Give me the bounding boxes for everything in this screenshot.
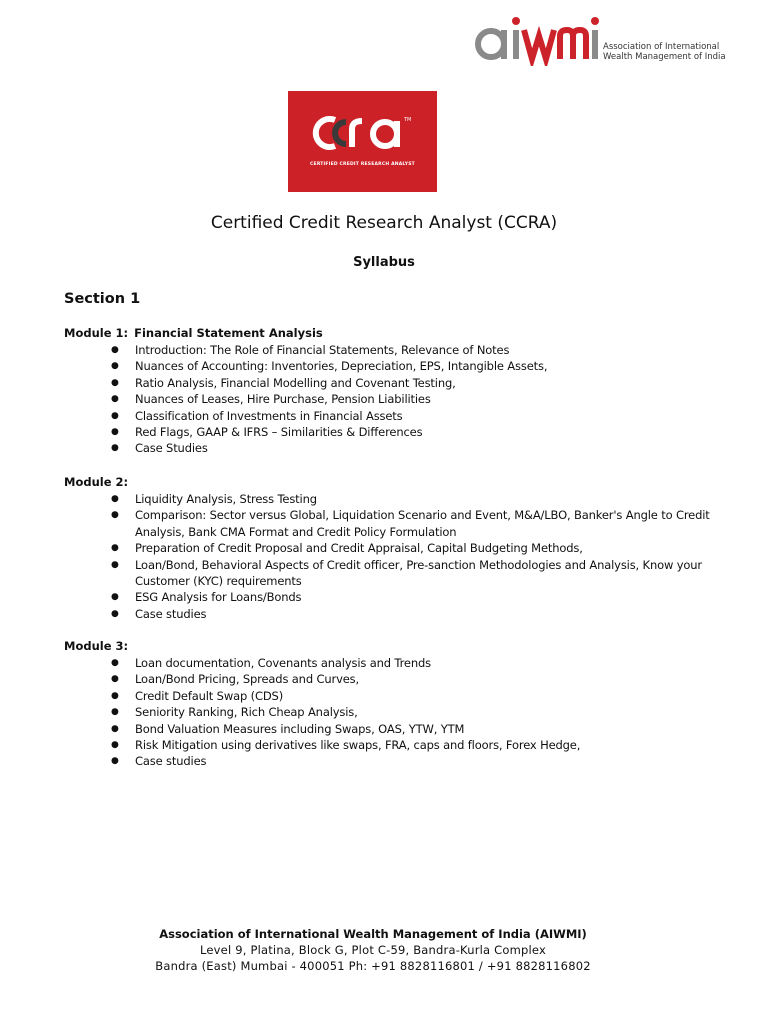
module-heading xyxy=(64,325,724,342)
footer-organization: Association of International Wealth Management of India (AIWMI) xyxy=(159,927,587,941)
bullet-icon: ● xyxy=(111,345,119,355)
list-item: ● Nuances of Leases, Hire Purchase, Pension Liabilities xyxy=(111,392,431,407)
list-item: ● Risk Mitigation using derivatives like swaps, FRA, caps and floors, Forex Hedge, xyxy=(111,738,581,753)
bullet-icon: ● xyxy=(111,394,119,405)
list-item: ● Introduction: The Role of Financial Statements, Relevance of Notes xyxy=(111,343,510,357)
document-subtitle: Syllabus xyxy=(353,255,415,270)
topic-list xyxy=(64,655,724,770)
list-item: ● Case studies xyxy=(111,754,207,769)
module-1 xyxy=(64,325,724,457)
bullet-icon: ● xyxy=(111,740,119,751)
list-item: ● Red Flags, GAAP & IFRS – Similarities & Differences xyxy=(111,425,423,440)
list-item: ● Seniority Ranking, Rich Cheap Analysis, xyxy=(111,705,358,720)
bullet-icon: ● xyxy=(111,361,119,372)
list-item: ● Ratio Analysis, Financial Modelling and Covenant Testing, xyxy=(111,375,456,390)
document-title: Certified Credit Research Analyst (CCRA) xyxy=(210,213,558,233)
list-item: ● ESG Analysis for Loans/Bonds xyxy=(111,590,302,605)
module-2 xyxy=(64,474,724,622)
footer-address-line-2: Bandra (East) Mumbai - 400051 Ph: +91 8828116801 / +91 8828116802 xyxy=(155,959,591,973)
bullet-icon: ● xyxy=(111,608,119,619)
bullet-icon: ● xyxy=(111,756,119,767)
footer-address-line-1: Level 9, Platina, Block G, Plot C-59, Bandra-Kurla Complex xyxy=(200,943,546,957)
bullet-icon: ● xyxy=(111,690,119,701)
list-item: ● Preparation of Credit Proposal and Credit Appraisal, Capital Budgeting Methods, xyxy=(111,541,583,556)
list-item: ● Loan/Bond Pricing, Spreads and Curves, xyxy=(111,672,360,687)
ccra-tagline: CERTIFIED CREDIT RESEARCH ANALYST xyxy=(310,162,415,167)
footer xyxy=(0,926,746,974)
bullet-icon: ● xyxy=(111,510,119,521)
list-item: ● Bond Valuation Measures including Swaps, OAS, YTW, YTM xyxy=(111,721,465,736)
bullet-icon: ● xyxy=(111,658,119,668)
bullet-icon: ● xyxy=(111,427,119,438)
bullet-icon: ● xyxy=(111,674,119,685)
module-label: Module 1: xyxy=(64,326,129,340)
list-item: ● Case studies xyxy=(111,606,207,621)
bullet-icon: ● xyxy=(111,707,119,718)
module-heading xyxy=(64,474,724,491)
section-heading: Section 1 xyxy=(64,291,141,307)
module-3 xyxy=(64,638,724,770)
bullet-icon: ● xyxy=(111,377,119,388)
list-item: ● Nuances of Accounting: Inventories, Depreciation, EPS, Intangible Assets, xyxy=(111,359,548,374)
bullet-icon: ● xyxy=(111,443,119,454)
ccra-wordmark-icon xyxy=(288,91,437,192)
list-item: ● Credit Default Swap (CDS) xyxy=(111,688,284,703)
module-label: Module 2: xyxy=(64,475,129,489)
list-item: ● Loan/Bond, Behavioral Aspects of Credit officer, Pre-sanction Methodologies and Analysis, Know your Customer (KYC) requirements xyxy=(111,557,702,589)
aiwmi-logo-subtitle: Association of International Wealth Management of India xyxy=(603,42,726,62)
ccra-logo xyxy=(288,91,437,192)
module-heading xyxy=(64,638,724,655)
list-item: ● Comparison: Sector versus Global, Liquidation Scenario and Event, M&A/LBO, Banker's Angle to Credit Analysis, Bank CMA Format and Credit Policy Formulation xyxy=(111,508,710,539)
aiwmi-wordmark-icon xyxy=(472,14,600,66)
bullet-icon: ● xyxy=(111,543,119,554)
list-item: ● Liquidity Analysis, Stress Testing xyxy=(111,492,317,506)
aiwmi-logo xyxy=(472,14,726,66)
module-label: Module 3: xyxy=(64,639,129,653)
list-item: ● Classification of Investments in Financial Assets xyxy=(111,408,403,423)
list-item: ● Loan documentation, Covenants analysis and Trends xyxy=(111,656,431,670)
bullet-icon: ● xyxy=(111,559,119,570)
list-item: ● Case Studies xyxy=(111,441,208,456)
module-title: Financial Statement Analysis xyxy=(134,326,323,340)
bullet-icon: ● xyxy=(111,494,119,504)
bullet-icon: ● xyxy=(111,592,119,603)
bullet-icon: ● xyxy=(111,723,119,734)
svg-text:TM: TM xyxy=(404,117,412,123)
topic-list xyxy=(64,491,724,622)
bullet-icon: ● xyxy=(111,410,119,421)
topic-list xyxy=(64,342,724,457)
